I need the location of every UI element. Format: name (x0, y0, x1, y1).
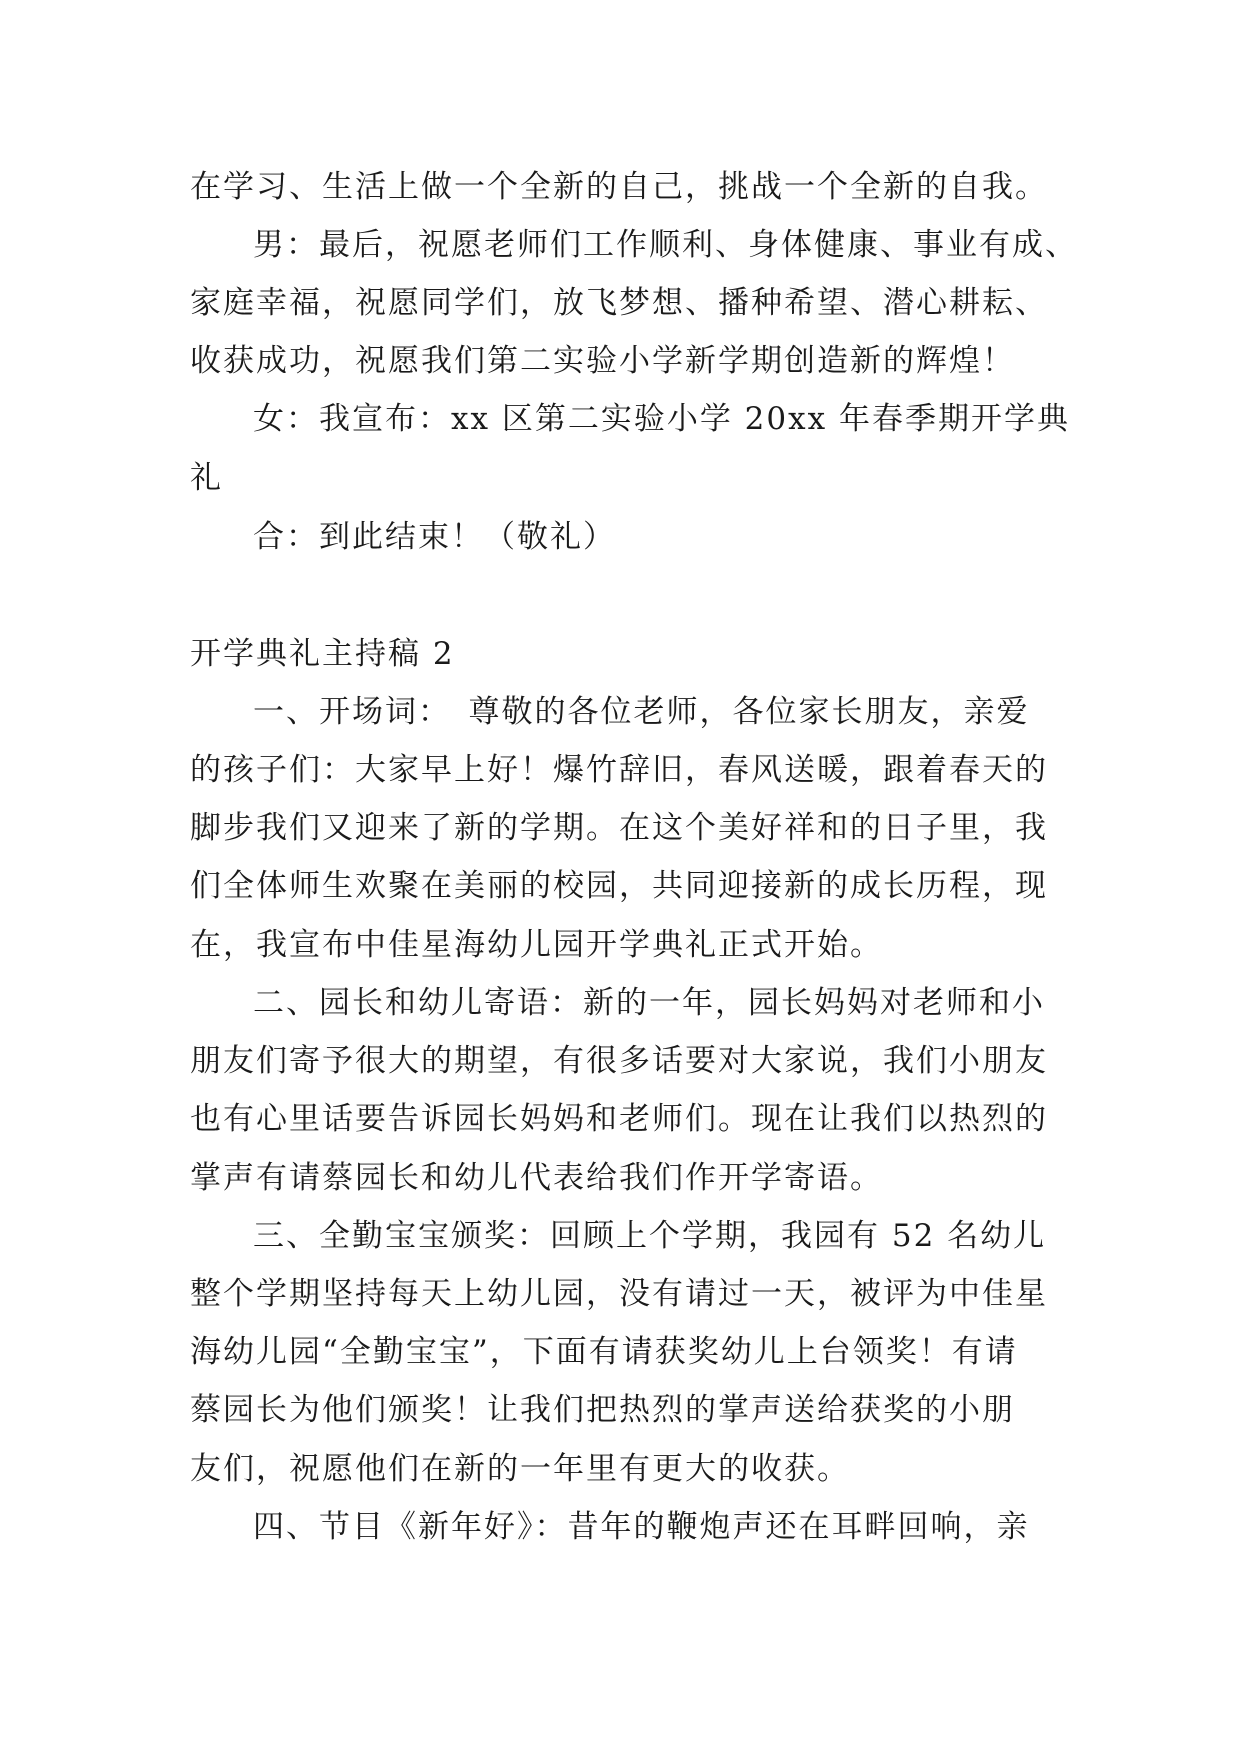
text-line: 的孩子们：大家早上好！爆竹辞旧，春风送暖，跟着春天的 (190, 752, 1048, 788)
text-line: 掌声有请蔡园长和幼儿代表给我们作开学寄语。 (190, 1160, 883, 1196)
section-heading: 开学典礼主持稿 2 (190, 636, 455, 672)
text-line: 三、全勤宝宝颁奖：回顾上个学期，我园有 52 名幼儿 (253, 1218, 1047, 1254)
text-line: 朋友们寄予很大的期望，有很多话要对大家说，我们小朋友 (190, 1043, 1048, 1079)
text-line: 二、园长和幼儿寄语：新的一年，园长妈妈对老师和小 (253, 985, 1045, 1021)
text-line: 海幼儿园“全勤宝宝”，下面有请获奖幼儿上台领奖！有请 (190, 1334, 1018, 1370)
text-line: 女：我宣布：xx 区第二实验小学 20xx 年春季期开学典 (253, 401, 1070, 437)
text-line: 四、节目《新年好》：昔年的鞭炮声还在耳畔回响，亲 (253, 1509, 1030, 1545)
text-line: 在，我宣布中佳星海幼儿园开学典礼正式开始。 (190, 927, 883, 963)
text-line: 脚步我们又迎来了新的学期。在这个美好祥和的日子里，我 (190, 810, 1048, 846)
text-line: 收获成功，祝愿我们第二实验小学新学期创造新的辉煌！ (190, 343, 1015, 379)
text-line: 家庭幸福，祝愿同学们，放飞梦想、播种希望、潜心耕耘、 (190, 285, 1048, 321)
text-line: 在学习、生活上做一个全新的自己，挑战一个全新的自我。 (190, 169, 1048, 205)
text-line: 一、开场词： 尊敬的各位老师，各位家长朋友，亲爱 (253, 694, 1030, 730)
text-line: 们全体师生欢聚在美丽的校园，共同迎接新的成长历程，现 (190, 868, 1048, 904)
text-line: 蔡园长为他们颁奖！让我们把热烈的掌声送给获奖的小朋 (190, 1392, 1015, 1428)
text-line: 友们，祝愿他们在新的一年里有更大的收获。 (190, 1451, 850, 1487)
text-line: 也有心里话要告诉园长妈妈和老师们。现在让我们以热烈的 (190, 1101, 1048, 1137)
text-line: 礼 (190, 460, 223, 496)
text-line: 合：到此结束！（敬礼） (253, 519, 616, 555)
text-line: 男：最后，祝愿老师们工作顺利、身体健康、事业有成、 (253, 227, 1078, 263)
text-line: 整个学期坚持每天上幼儿园，没有请过一天，被评为中佳星 (190, 1276, 1048, 1312)
